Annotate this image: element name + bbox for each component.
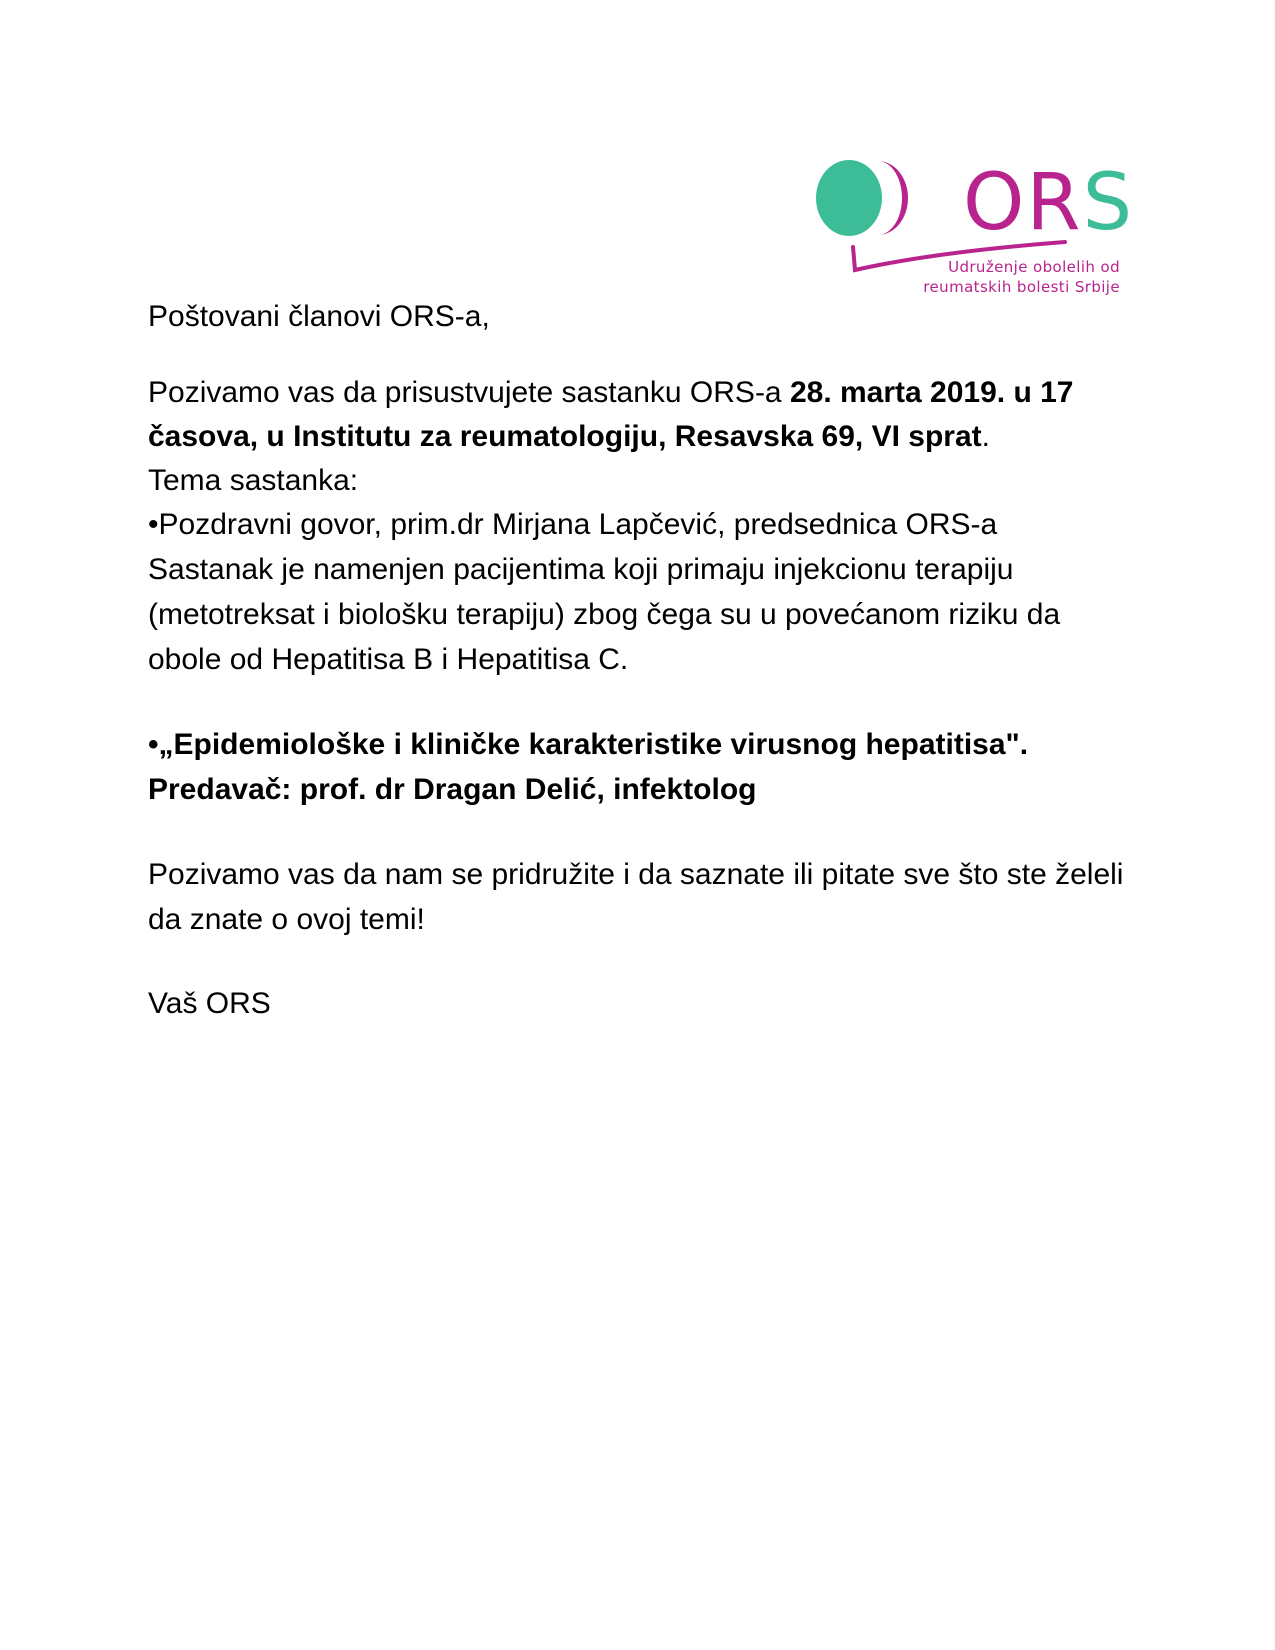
meeting-description: Sastanak je namenjen pacijentima koji primaju injekcionu terapiju (metotreksat i biološku terapiju) zbog čega su u povećanom riziku da obole od Hepatitisa B i Hepatitisa C. [148, 553, 1061, 676]
signature: Vaš ORS [148, 987, 271, 1020]
logo-subtitle-line2: reumatskih bolesti Srbije [923, 278, 1120, 296]
logo-subtitle-line1: Udruženje obolelih od [948, 258, 1120, 276]
letter-body [148, 295, 1133, 1026]
closing-paragraph: Pozivamo vas da nam se pridružite i da saznate ili pitate sve što ste želeli da znate o ovoj temi! [148, 858, 1124, 936]
logo-wordmark: ORS [963, 158, 1135, 248]
bullet-icon: • [148, 728, 159, 761]
bullet-icon: • [148, 508, 159, 541]
meeting-details: 28. marta 2019. u 17 časova, u Institutu za reumatologiju, Resavska 69, VI sprat [148, 376, 1074, 453]
greeting: Poštovani članovi ORS-a, [148, 300, 490, 333]
agenda-item-1: •Pozdravni govor, prim.dr Mirjana Lapčević, predsednica ORS-a [148, 508, 998, 541]
logo-teal-circle [816, 160, 882, 236]
topic-heading: Tema sastanka: [148, 464, 359, 497]
logo-magenta-crescent [878, 161, 908, 235]
invitation-paragraph: Pozivamo vas da prisustvujete sastanku ORS-a 28. marta 2019. u 17 časova, u Institutu za reumatologiju, Resavska 69, VI sprat. [148, 376, 1074, 453]
agenda-item-2: •„Epidemiološke i kliničke karakteristike virusnog hepatitisa". Predavač: prof. dr Dragan Delić, infektolog [148, 728, 1029, 806]
ors-logo [815, 158, 1135, 300]
